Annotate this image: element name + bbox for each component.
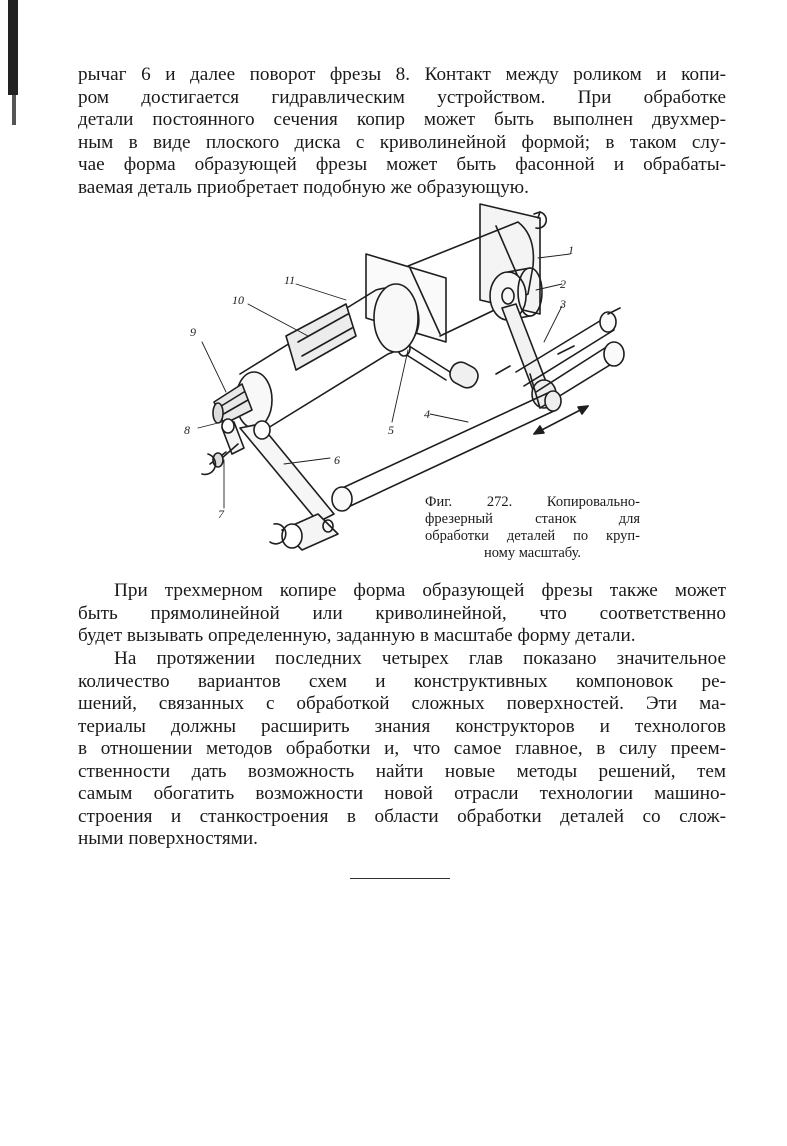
paragraph-1-line: ром достигается гидравлическим устройством. При обработке [78, 86, 726, 108]
caption-line: фрезерный станок для [425, 511, 640, 527]
part-label: 8 [184, 423, 190, 437]
paragraph-3 [78, 648, 726, 851]
part-label: 1 [568, 243, 574, 257]
paragraph-2-line: будет вызывать определенную, заданную в масштабе форму детали. [78, 625, 636, 646]
paragraph-2-line: При трехмерном копире форма образующей фрезы также может [114, 580, 726, 601]
connecting-rod [398, 340, 510, 391]
paragraph-3-line: териалы должны расширить знания конструкторов и технологов [78, 715, 726, 737]
end-of-chapter-rule [350, 878, 450, 879]
caption-line: ному масштабу. [483, 545, 582, 561]
paragraph-2-line: быть прямолинейной или криволинейной, что соответственно [78, 602, 726, 624]
paragraph-3-line: строения и станкостроения в области обработки деталей со слож- [78, 805, 726, 827]
paragraph-1-line: ным в виде плоского диска с криволинейной формой; в таком слу- [78, 131, 726, 153]
drive-crank [270, 514, 338, 550]
paragraph-3-line: шений, связанных с обработкой сложных поверхностей. Эти ма- [78, 693, 726, 714]
caption-line: Фиг. 272. Копировально- [425, 494, 640, 510]
part-label: 5 [388, 423, 394, 437]
part-label: 11 [284, 273, 296, 287]
paragraph-3-line: количество вариантов схем и конструктивных компоновок ре- [78, 670, 726, 692]
part-label: 7 [218, 507, 224, 521]
part-label: 6 [334, 453, 340, 467]
part-label: 3 [560, 297, 566, 311]
paragraph-1-line: чае форма образующей фрезы может быть фасонной и обрабаты- [78, 154, 726, 175]
part-label: 4 [424, 407, 430, 421]
paragraph-1-line: ваемая деталь приобретает подобную же образующую. [78, 176, 529, 198]
main-shaft [332, 391, 561, 511]
paragraph-1-line: детали постоянного сечения копир может быть выполнен двухмер- [78, 109, 726, 130]
paragraph-3-line: в отношении методов обработки и, что самое главное, в силу преем- [78, 738, 726, 759]
figure-caption [425, 494, 640, 562]
paragraph-3-line: ственности дать возможность найти новые методы решений, тем [78, 760, 726, 782]
motion-arrow [534, 406, 588, 434]
paragraph-1 [78, 64, 726, 199]
paragraph-3-line: ными поверхностями. [78, 828, 258, 849]
paragraph-3-line: На протяжении последних четырех глав показано значительное [114, 648, 726, 669]
part-label: 10 [232, 293, 244, 307]
caption-line: обработки деталей по круп- [425, 528, 640, 544]
scan-edge-mark [8, 0, 18, 95]
scan-edge-mark-lower [12, 95, 16, 125]
paragraph-2 [78, 580, 726, 648]
paragraph-3-line: самым обогатить возможности новой отрасли технологии машино- [78, 783, 726, 804]
part-label: 2 [560, 277, 566, 291]
spindle-housing [236, 284, 419, 428]
paragraph-1-line: рычаг 6 и далее поворот фрезы 8. Контакт между роликом и копи- [78, 64, 726, 85]
part-label: 9 [190, 325, 196, 339]
